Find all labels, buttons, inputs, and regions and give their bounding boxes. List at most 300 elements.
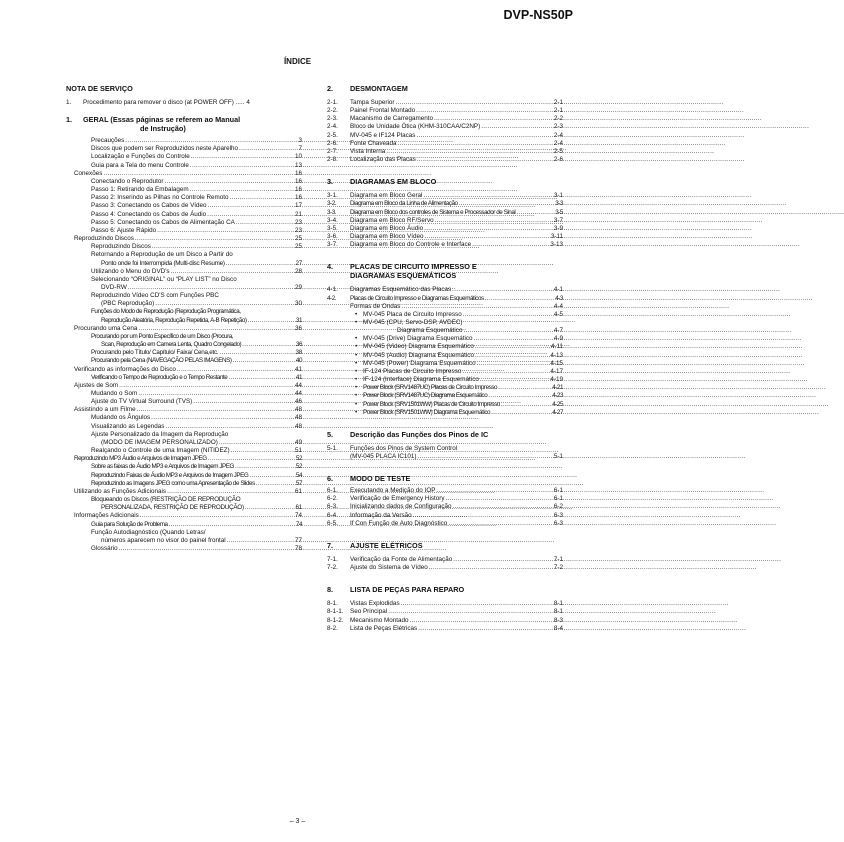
toc-entry[interactable] [74,170,302,178]
toc-left-column [66,84,302,553]
leader-dots [190,162,294,170]
toc-entry[interactable] [74,382,302,390]
toc-entry[interactable] [327,343,563,351]
section-title-nota: NOTA DE SERVIÇO [66,84,133,93]
toc-entry-text: MV-045 (CPU, Servo-DSP, AVDEC) [363,318,463,326]
toc-entry-text: Passo 2: Inserindo as Pilhas no Controle Remoto [91,194,229,202]
toc-entry-text: Diagrama em Bloco dos controles de Sistema e Processador de Sinal [350,208,516,216]
toc-entry-number: 8-2. [327,624,338,632]
toc-entry[interactable] [91,300,302,308]
toc-entry[interactable] [74,325,302,333]
toc-entry[interactable] [91,414,302,422]
leader-dots [516,209,554,217]
leader-dots [413,512,553,520]
section-title-text: AJUSTE ELÉTRICOS [350,540,423,550]
toc-entry[interactable] [327,295,563,303]
bullet-icon: • [355,400,357,408]
toc-entry-page: 23 [294,226,302,234]
toc-entry[interactable] [91,398,302,406]
toc-entry[interactable] [91,521,302,529]
toc-entry-number: 2-5. [327,131,338,139]
toc-entry[interactable] [327,512,563,520]
toc-entry-page: 6-3 [553,519,563,527]
toc-entry[interactable] [327,600,563,608]
bullet-icon: • [355,376,358,384]
toc-entry[interactable] [327,311,563,319]
leader-dots [459,200,555,208]
toc-entry[interactable] [327,453,563,461]
toc-entry-text: Reproduzindo MP3 Áudio e Arquivos de Imagem JPEG [74,455,207,463]
leader-dots [167,488,294,496]
toc-entry-page: 4-17 [550,367,563,375]
bullet-icon: • [355,310,358,318]
toc-entry-number: 8-1-1. [327,608,344,616]
toc-entry[interactable] [327,217,563,225]
toc-entry[interactable] [91,357,302,365]
leader-dots [219,439,294,447]
toc-entry[interactable] [327,376,563,384]
toc-entry-page: 3-1 [553,192,563,200]
toc-entry[interactable] [327,445,563,453]
toc-right-column [327,84,563,633]
toc-entry[interactable] [327,209,563,217]
toc-entry[interactable] [327,156,563,164]
toc-entry[interactable] [91,341,302,349]
section-title-geral-line2: de Instrução) [140,124,186,134]
leader-dots [119,382,294,390]
toc-entry-text: Ajustes de Som [74,381,119,389]
toc-entry-page: 29 [294,283,302,291]
toc-entry-page: 23 [294,218,302,226]
toc-list-s4-boards [327,311,563,417]
toc-entry-text: Procedimento para remover o disco (at POWER OFF) ..... [83,99,245,106]
toc-entry[interactable] [327,225,563,233]
toc-entry-page: 6-3 [553,511,563,519]
toc-entry[interactable] [327,608,563,616]
toc-entry-page: 7-1 [553,555,563,563]
toc-entry-page: 4-19 [550,376,563,384]
section-number: 1. [66,115,73,125]
toc-entry[interactable] [91,243,302,251]
toc-entry-text: números aparecem no visor do painel frontal [101,536,226,544]
bullet-icon: • [355,335,358,343]
toc-entry-text: Procurando pela Cena (NAVEGAÇÃO PELAS IMAGENS) [91,357,232,365]
toc-entry-text: Localização das Placas [350,156,416,164]
leader-dots [249,472,295,480]
leader-dots [165,423,294,431]
toc-entry-text[interactable]: Bloqueando os Discos (RESTRIÇÃO DE REPRODUÇÃO [91,496,241,504]
toc-entry-text: DVD-RW [101,283,127,291]
toc-entry-page: 4-1 [553,286,563,294]
bullet-icon: • [355,384,357,392]
section-title-line2: DIAGRAMAS ESQUEMÁTICOS [350,271,457,281]
toc-entry-text: Lista de Peças Elétricas [350,624,418,632]
leader-dots [429,564,553,572]
model-number: DVP-NS50P [503,8,573,22]
toc-entry[interactable] [74,366,302,374]
leader-dots [453,556,553,564]
toc-entry[interactable] [327,286,563,294]
toc-entry[interactable] [91,284,302,292]
toc-entry[interactable] [327,564,563,572]
toc-entry-text: Ponto onde foi Interrompida (Multi-disc Resume) [101,259,225,267]
leader-dots [140,512,294,520]
toc-entry[interactable] [327,192,563,200]
toc-entry-page: 78 [294,544,302,552]
toc-entry-page: 10 [294,153,302,161]
leader-dots [398,140,553,148]
toc-entry-text: IF-124 Placas de Circuito Impresso [363,367,462,375]
toc-entry-page: 48 [294,414,302,422]
toc-entry-page: 57 [295,479,302,487]
leader-dots [242,341,295,349]
toc-entry[interactable] [74,488,302,496]
toc-entry[interactable] [91,194,302,202]
toc-entry[interactable] [91,268,302,276]
leader-dots [227,537,294,545]
toc-entry-text: Passo 4: Conectando os Cabos de Áudio [91,210,207,218]
section-number: 8. [327,585,334,595]
toc-entry-text: Mecanismo Montado [350,616,409,624]
toc-entry-page: 27 [295,259,302,267]
toc-entry-number: 2-4. [327,123,338,131]
toc-entry-page: 52 [295,463,302,471]
section-title-text: DESMONTAGEM [350,84,408,93]
toc-entry-text: Assistindo a um Filme [74,406,136,414]
toc-entry[interactable] [91,178,302,186]
leader-dots [230,194,294,202]
toc-entry-text: Passo 3: Conectando os Cabos de Vídeo [91,202,207,210]
leader-dots [501,401,551,409]
leader-dots [128,284,294,292]
section-title [327,474,563,483]
toc-entry-page: 40 [295,357,302,365]
toc-entry[interactable] [91,317,302,325]
toc-entry[interactable] [91,137,302,145]
toc-entry-page: 16 [294,177,302,185]
toc-entry[interactable] [327,409,563,417]
leader-dots [155,300,294,308]
section-title-text: LISTA DE PEÇAS PARA REPARO [350,585,465,595]
toc-entry-page: 16 [294,194,302,202]
toc-entry-text: MV-045 (Power) Diagrama Esquemático [363,359,476,367]
toc-entry-text: MV-045 (Video) Diagrama Esquemático [363,343,474,351]
leader-dots [463,311,553,319]
toc-entry-text: Conexões [74,169,103,177]
toc-entry[interactable] [327,233,563,241]
toc-entry[interactable] [327,617,563,625]
toc-entry[interactable] [327,140,563,148]
toc-entry-page: 48 [294,406,302,414]
toc-entry-text[interactable]: Retornando a Reprodução de um Disco a Partir do [91,251,233,259]
toc-entry[interactable] [91,504,302,512]
leader-dots [474,335,553,343]
toc-entry-page: 28 [294,267,302,275]
toc-entry-text: Diagrama em Bloco RF/Servo [350,216,434,224]
section-title [327,541,563,550]
toc-entry[interactable] [327,335,563,343]
toc-entry[interactable] [91,211,302,219]
leader-dots [416,132,552,140]
toc-list-s2 [327,99,563,164]
toc-entry[interactable] [91,186,302,194]
toc-entry-text: Sobre as faixas de Áudio MP3 e Arquivos de Imagem JPEG [91,463,235,471]
toc-entry[interactable] [327,384,563,392]
toc-entry[interactable] [327,123,563,131]
leader-dots [472,241,549,249]
leader-dots [498,384,551,392]
toc-entry-number: 3-2. [327,200,337,208]
leader-dots [485,295,554,303]
leader-dots [416,107,553,115]
toc-entry-text: Conectando o Reprodutor [91,177,164,185]
toc-entry[interactable] [327,401,563,409]
toc-entry[interactable] [74,235,302,243]
leader-dots [386,148,553,156]
toc-entry-page: 77 [294,536,302,544]
toc-entry[interactable] [327,241,563,249]
section-title [327,585,563,594]
leader-dots [448,520,553,528]
leader-dots [423,192,552,200]
toc-entry-page: 2-1 [553,99,563,106]
toc-entry-text: Utilizando as Funções Adicionais [74,487,167,495]
toc-entry[interactable] [91,472,302,480]
toc-entry-page: 61 [295,504,302,512]
toc-entry[interactable] [91,545,302,553]
section-title-text: PLACAS DE CIRCUITO IMPRESSO E [350,262,477,272]
leader-dots [152,243,294,251]
leader-dots [177,366,294,374]
toc-entry[interactable] [91,145,302,153]
bullet-icon: • [355,318,358,326]
toc-entry[interactable] [327,132,563,140]
toc-list-s3 [327,192,563,249]
toc-entry-page: 44 [294,381,302,389]
toc-entry[interactable] [91,227,302,235]
section-number: 7. [327,540,334,550]
toc-entry[interactable] [327,487,563,495]
toc-entry-text: Diagrama em Bloco Áudio [350,224,424,232]
toc-entry-text: PERSONALIZADA, RESTRIÇÃO DE REPRODUÇÃO) [101,504,244,512]
toc-entry-number: 3-1. [327,192,338,200]
toc-entry-number: 6-5. [327,519,338,527]
toc-entry-text[interactable]: Funções do Modo de Reprodução (Reprodução Programática, [91,308,241,316]
toc-entry[interactable] [91,260,302,268]
toc-entry-text[interactable]: Ajuste Personalizado da Imagem da Reprodução [91,430,229,438]
leader-dots [193,398,294,406]
toc-entry-text: IF-124 (Interface) Diagrama Esquemático [363,376,479,384]
leader-dots [208,202,294,210]
section-title [327,430,563,439]
section-title [327,177,563,186]
toc-entry[interactable] [91,390,302,398]
leader-dots [157,227,294,235]
toc-entry-text: Discos que podem ser Reproduzidos neste Aparelho [91,145,239,153]
toc-entry[interactable] [91,480,302,488]
toc-entry-number: 6-4. [327,511,338,519]
toc-entry-text: Power Block (SRV1501WW) Placas de Circuito Impresso [363,400,500,408]
toc-entry-page: 30 [294,300,302,308]
toc-entry[interactable] [91,202,302,210]
toc-entry[interactable] [327,319,563,327]
toc-entry[interactable] [91,463,302,471]
toc-entry[interactable] [91,153,302,161]
leader-dots [137,406,294,414]
toc-entry-number: 1. [66,99,72,106]
section-number: 6. [327,474,334,484]
toc-entry-text: MV-045 (Drive) Diagrama Esquemático [363,335,473,343]
leader-dots [436,487,552,495]
toc-entry-page: 74 [295,520,302,528]
toc-entry-text: Passo 6: Ajuste Rápido [91,226,157,234]
toc-entry-page: 13 [294,161,302,169]
toc-entry-page: 16 [294,186,302,194]
toc-entry-page: 49 [294,438,302,446]
toc-entry-text: Informações Adicionais [74,512,139,520]
toc-entry-page: 2-1 [553,107,563,115]
toc-entry-text: Mudando os Ângulos [91,414,151,422]
toc-entry-page: 4-25 [552,400,563,408]
toc-entry-page: 3-9 [553,224,563,232]
toc-entry-page: 21 [294,210,302,218]
toc-entry[interactable] [327,352,563,360]
leader-dots [103,170,294,178]
leader-dots [207,211,294,219]
section-number: 4. [327,262,334,272]
leader-dots [401,600,553,608]
leader-dots [425,233,550,241]
toc-entry-text: Painel Frontal Montado [350,107,416,115]
toc-entry[interactable] [327,360,563,368]
toc-entry[interactable] [327,495,563,503]
toc-entry[interactable] [74,512,302,520]
toc-entry-text: Scan, Reprodução em Camera Lenta, Quadro Congelado) [101,341,242,349]
bullet-icon: • [355,343,358,351]
bullet-icon: • [355,351,358,359]
toc-entry-page: 3 [298,137,302,145]
leader-dots [191,153,294,161]
toc-entry-text: Realçando o Controle de uma Imagem (NITIDEZ) [91,447,230,455]
toc-entry-number: 5-1. [327,444,338,452]
toc-entry-page: 36 [294,324,302,332]
toc-entry[interactable] [327,148,563,156]
toc-entry[interactable] [66,99,302,107]
toc-entry-text: Diagrama em Bloco Geral [350,192,423,200]
toc-entry-text: Placas de Circuito Impresso e Diagramas Esquemáticos [350,294,484,302]
leader-dots [435,217,553,225]
toc-list-s7 [327,556,563,572]
toc-entry-text: Power Block (SRV1501WW) Diagrama Esquemático [363,408,491,416]
toc-entry-page: 31 [295,316,302,324]
toc-entry-text: MV-045 e IF124 Placas [350,131,416,139]
toc-entry[interactable] [327,392,563,400]
toc-entry-text[interactable]: Selecionando “ORIGINAL” ou “PLAY LIST” no Disco [91,275,237,283]
toc-entry-page: 4-3 [555,294,563,302]
toc-entry-text: Fonte Chaveada [350,139,397,147]
toc-entry-text: MV-045 (Audio) Diagrama Esquemático [363,351,474,359]
toc-entry-text[interactable]: Procurando por um Ponto Específico de um Disco (Procura, [91,332,234,340]
toc-entry[interactable] [91,423,302,431]
toc-entry[interactable] [91,537,302,545]
toc-entry-text: MV-045 Placa de Circuito Impresso [363,310,462,318]
toc-entry-page: 46 [294,398,302,406]
toc-entry[interactable] [327,368,563,376]
toc-entry[interactable] [327,520,563,528]
toc-entry[interactable] [327,200,563,208]
toc-entry-text: Tampa Superior [350,99,395,106]
leader-dots [164,178,294,186]
toc-entry-text: Precauções [91,137,125,145]
toc-group-precaucoes [66,137,302,170]
toc-entry-page: 38 [295,349,302,357]
toc-entry-text: Mudando o Som [91,390,138,397]
toc-entry-page: 3-3 [555,200,563,208]
toc-entry[interactable] [327,556,563,564]
toc-entry[interactable] [91,439,302,447]
leader-dots [453,503,553,511]
toc-entry-page: 2-4 [553,131,563,139]
toc-entry-text[interactable]: Reproduzindo Vídeo CD'S com Funções PBC [91,292,219,300]
toc-entry-page: 2-6 [553,156,563,164]
section-title-text: DIAGRAMAS EM BLOCO [350,177,437,187]
leader-dots [388,608,553,616]
toc-entry-page: 52 [295,455,302,463]
toc-entry-number: 3-7. [327,241,338,249]
toc-entry-text: Passo 5: Conectando os Cabos de Alimentação CA [91,218,235,226]
toc-entry[interactable] [327,625,563,633]
toc-entry[interactable] [327,327,563,335]
toc-entry[interactable] [327,303,563,311]
toc-entry[interactable] [327,99,563,107]
toc-entry-text: Reprodução Aleatória, Reprodução Repetida, A-B Repetição) [101,316,247,324]
toc-entry-text: Reproduzindo Faixas de Áudio MP3 e Arquivos de Imagem JPEG [91,471,249,479]
toc-entry-number: 8-1-2. [327,616,344,624]
toc-entry-page: 8-1 [553,608,563,616]
toc-entry-number: 7-1. [327,555,338,563]
leader-dots [239,145,297,153]
toc-entry-number: 3-5. [327,224,338,232]
leader-dots [231,447,294,455]
toc-entry[interactable] [91,219,302,227]
section-title-geral [66,115,302,124]
leader-dots [463,327,552,335]
section-title [327,84,563,93]
bullet-icon: • [355,408,357,416]
toc-entry-text: Power Block (SRV1487UC) Placas de Circuito Impresso [363,384,498,392]
toc-entry-page: 4-27 [552,408,563,416]
toc-entry-page: 4-23 [552,392,563,400]
toc-entry[interactable] [91,374,302,382]
toc-entry-page: 36 [295,341,302,349]
toc-entry-page: 48 [294,422,302,430]
toc-entry-text: Diagrama Esquemático [397,327,463,335]
toc-entry-text[interactable]: Função Autodiagnóstico (Quando Letras/ [91,528,206,536]
toc-entry-text: Informação da Versão [350,511,412,519]
toc-entry[interactable] [327,107,563,115]
toc-entry-text: Inicializando dados de Configuração [350,503,452,511]
toc-entry-page: 8-3 [553,616,563,624]
bullet-icon: • [355,367,358,375]
leader-dots [171,268,294,276]
toc-entry[interactable] [327,503,563,511]
toc-entry-text: Reproduzindo Discos [74,235,134,243]
toc-entry-text: Power Block (SRV1487UC) Diagrama Esquemático [363,392,488,400]
leader-dots [125,137,297,145]
toc-entry-page: 54 [295,471,302,479]
leader-dots [488,392,551,400]
toc-entry[interactable] [91,162,302,170]
